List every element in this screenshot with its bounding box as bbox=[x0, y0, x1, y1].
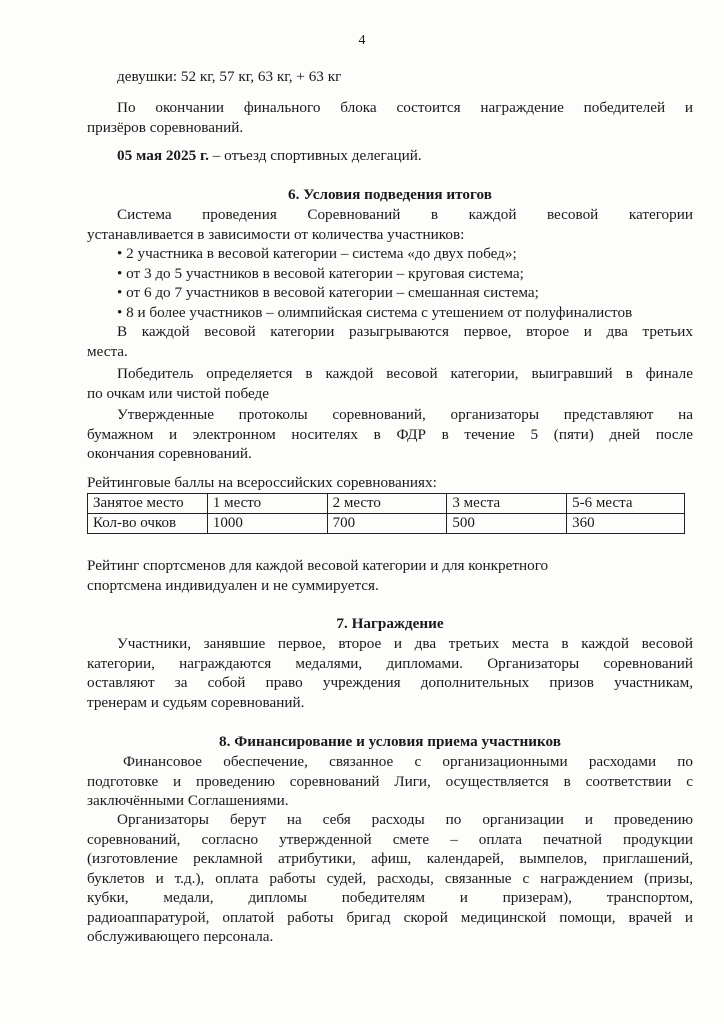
awarding-paragraph bbox=[87, 98, 693, 137]
text-line: Финансовое обеспечение, связанное с организационными расходами по bbox=[123, 753, 693, 770]
table-cell: 3 места bbox=[447, 494, 567, 514]
table-cell: 2 место bbox=[327, 494, 447, 514]
text-line: окончания соревнований. bbox=[87, 445, 252, 462]
list-item: • от 6 до 7 участников в весовой категории – смешанная система; bbox=[117, 284, 539, 301]
departure-text: – отъезд спортивных делегаций. bbox=[208, 147, 422, 164]
text-line: бумажном и электронном носителях в ФДР в течение 5 (пяти) дней после bbox=[87, 425, 693, 443]
text-line: Победитель определяется в каждой весовой категории, выигравший в финале bbox=[117, 365, 693, 382]
text-line: обслуживающего персонала. bbox=[87, 928, 274, 945]
section-8-paragraph-funding bbox=[87, 752, 693, 811]
page-number: 4 bbox=[358, 33, 366, 48]
awarding-line: призёров соревнований. bbox=[87, 118, 244, 136]
text-line: (изготовление рекламной атрибутики, афиш, календарей, вымпелов, приглашений, bbox=[87, 850, 693, 867]
text-line: места. bbox=[87, 342, 128, 360]
table-cell: 1 место bbox=[207, 494, 327, 514]
table-cell: Кол-во очков bbox=[88, 514, 208, 534]
list-item: • от 3 до 5 участников в весовой категории – круговая система; bbox=[117, 264, 524, 282]
participant-system-list bbox=[87, 244, 693, 322]
text-line: заключёнными Соглашениями. bbox=[87, 792, 289, 809]
section-8-paragraph-expenses bbox=[87, 810, 693, 947]
table-cell: 1000 bbox=[207, 514, 327, 534]
text-line: подготовке и проведению соревнований Лиги, осуществляется в соответствии с bbox=[87, 772, 693, 790]
section-6-heading: 6. Условия подведения итогов bbox=[288, 186, 492, 203]
section-6-paragraph-places bbox=[87, 322, 693, 361]
text-line: буклетов и т.д.), оплата работы судей, расходы, связанные с награждением (призы, bbox=[87, 869, 693, 887]
table-cell: Занятое место bbox=[88, 494, 208, 514]
girls-weight-categories: девушки: 52 кг, 57 кг, 63 кг, + 63 кг bbox=[117, 68, 342, 85]
text-line: категории, награждаются медалями, дипломами. Организаторы соревнований bbox=[87, 654, 693, 672]
section-7-heading: 7. Награждение bbox=[336, 615, 444, 632]
table-row bbox=[88, 494, 685, 514]
text-line: радиоаппаратурой, оплатой работы бригад скорой медицинской помощи, врачей и bbox=[87, 908, 693, 926]
list-item: • 2 участника в весовой категории – система «до двух побед»; bbox=[117, 245, 517, 262]
section-6-paragraph-winner bbox=[87, 364, 693, 403]
text-line: Рейтинг спортсменов для каждой весовой категории и для конкретного bbox=[87, 557, 549, 574]
text-line: по очкам или чистой победе bbox=[87, 384, 270, 402]
section-8-heading: 8. Финансирование и условия приема участников bbox=[219, 733, 561, 750]
text-line: Организаторы берут на себя расходы по организации и проведению bbox=[117, 811, 693, 828]
text-line: кубки, медали, дипломы победителям и призерам), транспортом, bbox=[87, 889, 693, 906]
rating-points-table bbox=[87, 493, 685, 534]
table-cell: 5-6 места bbox=[567, 494, 685, 514]
rating-note bbox=[87, 556, 693, 595]
text-line: Утвержденные протоколы соревнований, организаторы представляют на bbox=[117, 406, 693, 423]
section-7-paragraph bbox=[87, 634, 693, 712]
text-line: тренерам и судьям соревнований. bbox=[87, 693, 305, 711]
table-row bbox=[88, 514, 685, 534]
text-line: В каждой весовой категории разыгрываются первое, второе и два третьих bbox=[117, 323, 693, 340]
text-line: Система проведения Соревнований в каждой весовой категории bbox=[117, 206, 693, 223]
table-cell: 700 bbox=[327, 514, 447, 534]
text-line: устанавливается в зависимости от количества участников: bbox=[87, 225, 465, 243]
text-line: соревнований, согласно утвержденной смете – оплата печатной продукции bbox=[87, 830, 693, 848]
table-cell: 500 bbox=[447, 514, 567, 534]
section-6-paragraph-system bbox=[87, 205, 693, 244]
departure-date: 05 мая 2025 г. bbox=[117, 147, 209, 164]
text-line: Участники, занявшие первое, второе и два третьих места в каждой весовой bbox=[117, 635, 693, 652]
text-line: спортсмена индивидуален и не суммируется. bbox=[87, 576, 379, 594]
text-line: оставляют за собой право учреждения дополнительных призов участникам, bbox=[87, 674, 693, 691]
section-6-paragraph-protocols bbox=[87, 405, 693, 464]
list-item: • 8 и более участников – олимпийская система с утешением от полуфиналистов bbox=[117, 303, 633, 321]
departure-line bbox=[117, 146, 693, 166]
rating-caption: Рейтинговые баллы на всероссийских соревнованиях: bbox=[87, 474, 437, 491]
table-cell: 360 bbox=[567, 514, 685, 534]
awarding-line: По окончании финального блока состоится награждение победителей и bbox=[117, 99, 693, 116]
